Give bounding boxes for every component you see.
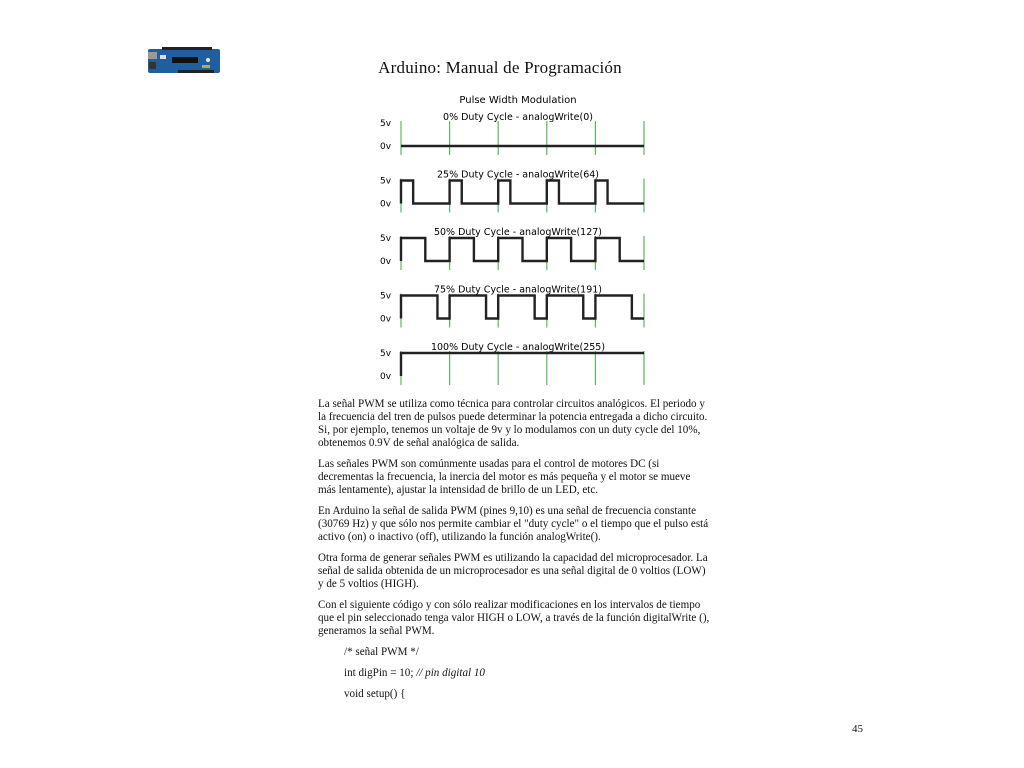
- low-voltage-label: 0v: [380, 257, 392, 267]
- low-voltage-label: 0v: [380, 142, 392, 152]
- page-title: Arduino: Manual de Programación: [378, 58, 622, 77]
- paragraph: La señal PWM se utiliza como técnica para controlar circuitos analógicos. El periodo y la frecuencia del tren de pulsos puede determinar la potencia entregada a dicho circuito. Si, por ejemplo, tenemos un voltaje de 9v y lo modulamos con un duty cycle del 10%, obtenemos 0.9V de señal analógica de salida.: [318, 398, 708, 449]
- pwm-waveform: [401, 296, 644, 319]
- paragraph: En Arduino la señal de salida PWM (pines 9,10) es una señal de frecuencia constante (30769 Hz) y que sólo nos permite cambiar el "duty cycle" o el tiempo que el pulso está activo (on) o inactivo (off), utilizando la función analogWrite().: [318, 505, 709, 543]
- body-text: [318, 398, 710, 709]
- duty-cycle-caption: 75% Duty Cycle - analogWrite(191): [433, 284, 603, 296]
- page-number: 45: [852, 723, 863, 735]
- low-voltage-label: 0v: [380, 372, 392, 382]
- paragraph: Con el siguiente código y con sólo realizar modificaciones en los intervalos de tiempo que el pin seleccionado tenga valor HIGH o LOW, a través de la función digitalWrite (), generamos la señal PWM.: [318, 599, 710, 637]
- paragraph: Las señales PWM son comúnmente usadas para el control de motores DC (si decrementas la frecuencia, la inercia del motor es más pequeña y el motor se mueve más lentamente), ajustar la intensidad de brillo de un LED, etc.: [318, 458, 691, 496]
- paragraph: Otra forma de generar señales PWM es utilizando la capacidad del microprocesador. La señal de salida obtenida de un microprocesador es una señal digital de 0 voltios (LOW) y de 5 voltios (HIGH).: [318, 552, 708, 590]
- low-voltage-label: 0v: [380, 314, 392, 325]
- code-block: [318, 646, 710, 701]
- code-line: void setup() {: [344, 688, 406, 700]
- code-comment: // pin digital 10: [416, 667, 485, 679]
- code-text: int digPin = 10;: [344, 667, 417, 679]
- duty-cycle-caption: 50% Duty Cycle - analogWrite(127): [433, 227, 603, 238]
- duty-cycle-caption: 100% Duty Cycle - analogWrite(255): [430, 342, 606, 353]
- pwm-waveform: [401, 238, 644, 261]
- high-voltage-label: 5v: [380, 119, 392, 129]
- code-line: /* señal PWM */: [344, 646, 419, 658]
- arduino-board-logo: [148, 47, 220, 74]
- figure-title: Pulse Width Modulation: [459, 95, 577, 106]
- high-voltage-label: 5v: [380, 291, 392, 302]
- duty-cycle-caption: 25% Duty Cycle - analogWrite(64): [437, 169, 599, 181]
- high-voltage-label: 5v: [380, 176, 392, 187]
- high-voltage-label: 5v: [380, 234, 392, 244]
- code-line: [344, 667, 710, 680]
- pwm-waveform: [401, 181, 644, 204]
- pwm-figure: [360, 88, 660, 393]
- pwm-waveform: [401, 353, 644, 376]
- low-voltage-label: 0v: [380, 199, 392, 210]
- high-voltage-label: 5v: [380, 349, 392, 359]
- duty-cycle-caption: 0% Duty Cycle - analogWrite(0): [443, 112, 593, 123]
